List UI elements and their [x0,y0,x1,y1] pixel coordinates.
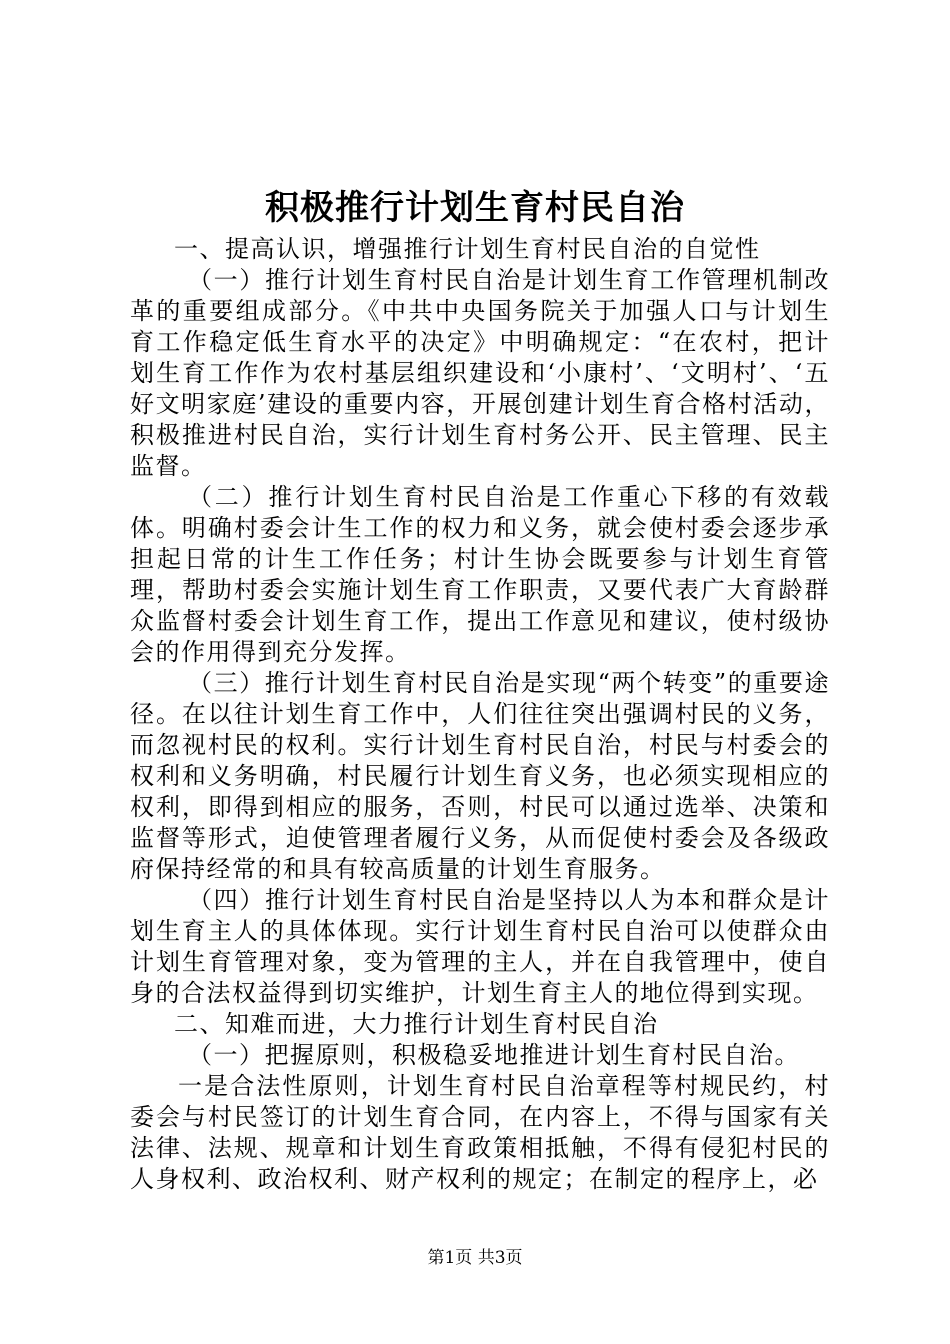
paragraph-5: （一）把握原则，积极稳妥地推进计划生育村民自治。 [188,1041,800,1069]
section-heading-1: 一、提高认识，增强推行计划生育村民自治的自觉性 [174,235,761,263]
paragraph-3: （三）推行计划生育村民自治是实现“两个转变”的重要途径。在以往计划生育工作中，人们往往突出强调村民的义务，而忽视村民的权利。实行计划生育村民自治，村民与村委会的权利和义务明确，村民履行计划生育义务，也必须实现相应的权利，即得到相应的服务，否则，村民可以通过选举、决策和监督等形式，迫使管理者履行义务，从而促使村委会及各级政府保持经常的和具有较高质量的计划生育服务。 [130,669,830,883]
document-title: 积极推行计划生育村民自治 [265,188,685,228]
page-number: 第1页 共3页 [427,1248,523,1268]
paragraph-4: （四）推行计划生育村民自治是坚持以人为本和群众是计划生育主人的具体体现。实行计划生育村民自治可以使群众由计划生育管理对象，变为管理的主人，并在自我管理中，使自身的合法权益得到切实维护，计划生育主人的地位得到实现。 [130,886,830,1007]
section-heading-2: 二、知难而进，大力推行计划生育村民自治 [174,1010,659,1038]
paragraph-6: 一是合法性原则，计划生育村民自治章程等村规民约，村委会与村民签订的计划生育合同，在内容上，不得与国家有关法律、法规、规章和计划生育政策相抵触，不得有侵犯村民的人身权利、政治权利、财产权利的规定；在制定的程序上，必 [130,1072,830,1193]
paragraph-1: （一）推行计划生育村民自治是计划生育工作管理机制改革的重要组成部分。《中共中央国务院关于加强人口与计划生育工作稳定低生育水平的决定》中明确规定：“在农村，把计划生育工作作为农村基层组织建设和‘小康村’、‘文明村’、‘五好文明家庭’建设的重要内容，开展创建计划生育合格村活动，积极推进村民自治，实行计划生育村务公开、民主管理、民主监督。 [130,266,830,480]
document-body [130,234,830,1195]
paragraph-2: （二）推行计划生育村民自治是工作重心下移的有效载体。明确村委会计生工作的权力和义务，就会使村委会逐步承担起日常的计生工作任务；村计生协会既要参与计划生育管理，帮助村委会实施计划生育工作职责，又要代表广大育龄群众监督村委会计划生育工作，提出工作意见和建议，使村级协会的作用得到充分发挥。 [130,483,830,666]
